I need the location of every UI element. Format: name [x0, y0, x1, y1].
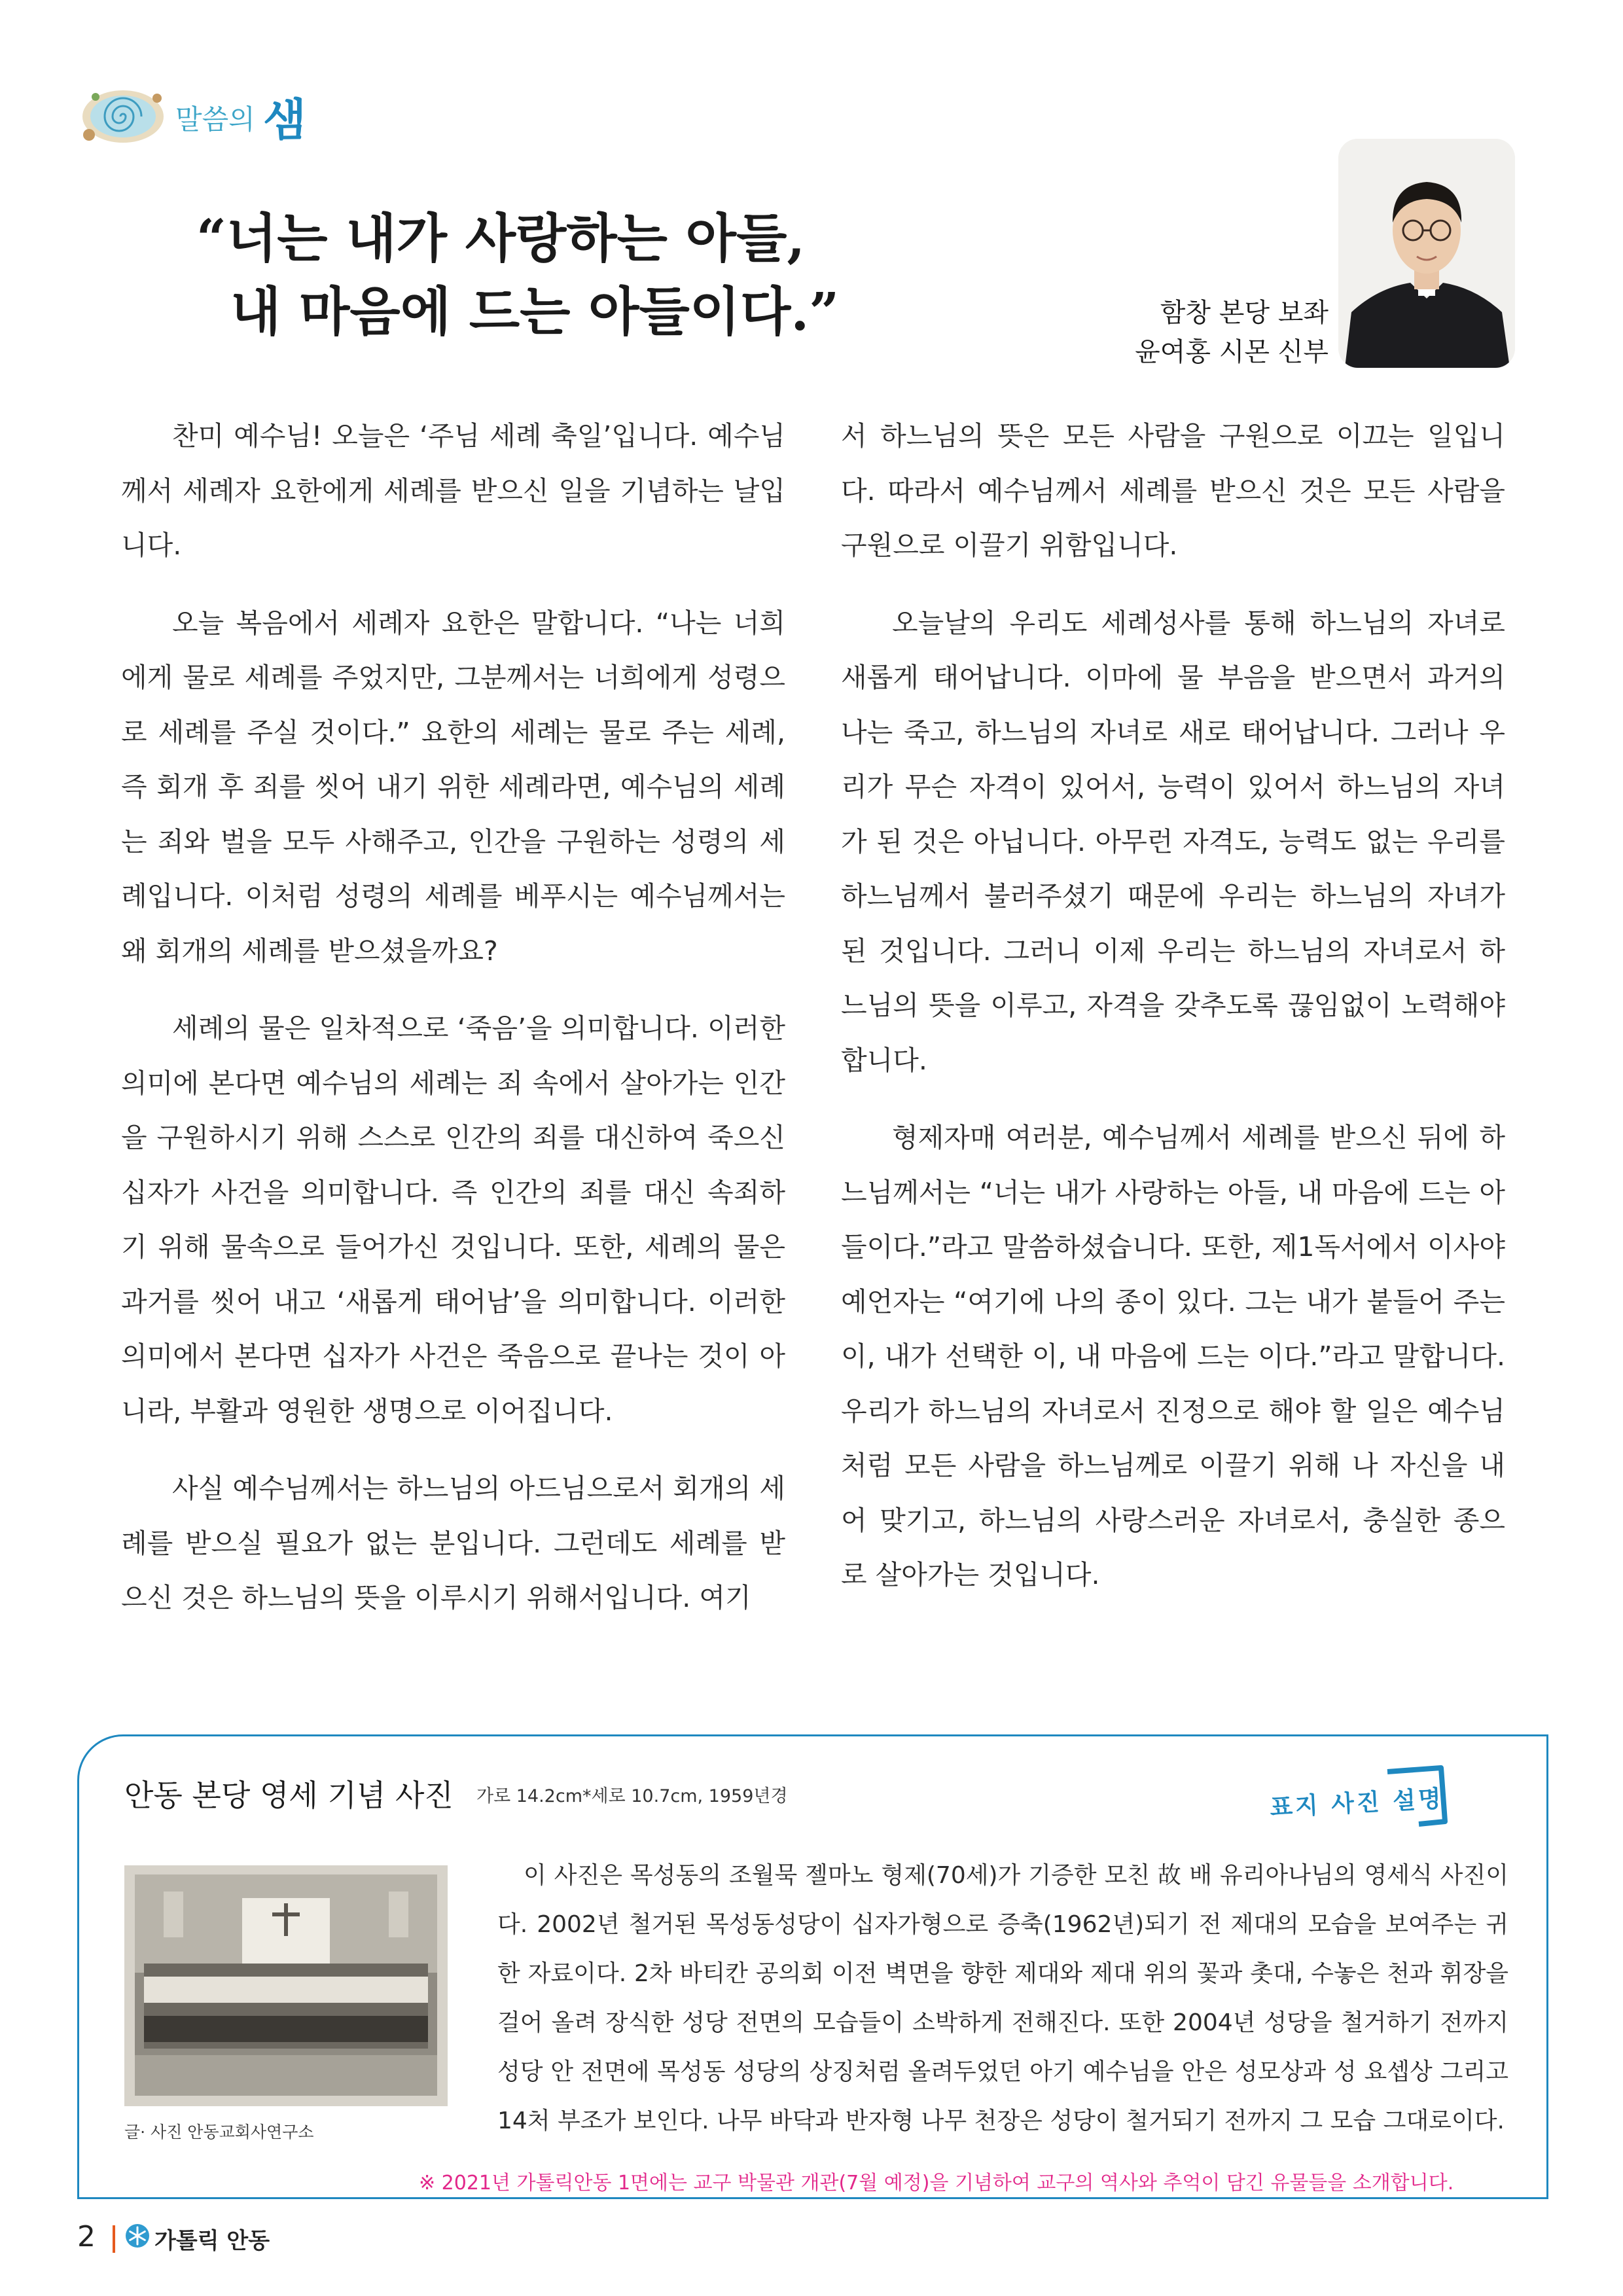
- section-label-emphasis: 샘: [263, 95, 306, 147]
- description-paragraph: 이 사진은 목성동의 조월묵 젤마노 형제(70세)가 기증한 모친 故 배 유리아나님의 영세식 사진이다. 2002년 철거된 목성동성당이 십자가형으로 증축(1962년)되기 전 제대의 모습을 보여주는 귀한 자료이다. 2차 바티칸 공의회 이전 벽면을 향한 제대와 제대 위의 꽃과 촛대, 수놓은 천과 휘장을 걸어 올려 장식한 성당 전면의 모습들이 소박하게 전해진다. 또한 2004년 성당을 철거하기 전까지 성당 안 전면에 목성동 성당의 상징처럼 올려두었던 아기 예수님을 안은 성모상과 성 요셉상 그리고 14처 부조가 보인다. 나무 바닥과 반자형 나무 천장은 성당이 철거되기 전까지 그 모습 그대로이다.: [497, 1862, 1508, 2134]
- cover-label-text: 표지 사진 설명: [1269, 1785, 1444, 1821]
- author-role: 함창 본당 보좌: [1160, 298, 1329, 328]
- author-name: 윤여홍 시몬 신부: [1135, 337, 1329, 367]
- swirl-emblem-icon: [77, 84, 175, 149]
- body-paragraph: 서 하느님의 뜻은 모든 사람을 구원으로 이끄는 일입니다. 따라서 예수님께서 세례를 받으신 것은 모든 사람을 구원으로 이끌기 위함입니다.: [841, 420, 1505, 561]
- box-title: 안동 본당 영세 기념 사진: [124, 1778, 454, 1813]
- title-line-1: “너는 내가 사랑하는 아들,: [196, 207, 806, 269]
- body-paragraph: 세례의 물은 일차적으로 ‘죽음’을 의미합니다. 이러한 의미에 본다면 예수님의 세례는 죄 속에서 살아가는 인간을 구원하시기 위해 스스로 인간의 죄를 대신하여 죽으신 십자가 사건을 의미합니다. 즉 인간의 죄를 대신 속죄하기 위해 물속으로 들어가신 것입니다. 또한, 세례의 물은 과거를 씻어 내고 ‘새롭게 태어남’을 의미합니다. 이러한 의미에서 본다면 십자가 사건은 죽음으로 끝나는 것이 아니라, 부활과 영원한 생명으로 이어집니다.: [121, 1013, 785, 1427]
- priest-portrait-icon: [1338, 139, 1515, 368]
- box-note: ※ 2021년 가톨릭안동 1면에는 교구 박물관 개관(7월 예정)을 기념하여 교구의 역사와 추억이 담긴 유물들을 소개합니다.: [419, 2172, 1454, 2195]
- body-paragraph: 찬미 예수님! 오늘은 ‘주님 세례 축일’입니다. 예수님께서 세례자 요한에게 세례를 받으신 일을 기념하는 날입니다.: [121, 420, 785, 561]
- section-logo: [77, 84, 313, 149]
- photo-meta: 가로 14.2cm*세로 10.7cm, 1959년경: [476, 1786, 788, 1806]
- author-portrait: [1338, 139, 1515, 368]
- snowflake-logo-icon: [124, 2223, 151, 2249]
- photo-credit: 글· 사진 안동교회사연구소: [124, 2123, 314, 2142]
- body-column-right: [841, 409, 1505, 1626]
- page-number: 2: [77, 2220, 96, 2253]
- body-paragraph: 사실 예수님께서는 하느님의 아드님으로서 회개의 세례를 받으실 필요가 없는 분입니다. 그런데도 세례를 받으신 것은 하느님의 뜻을 이루시기 위해서입니다. 여기: [121, 1473, 785, 1613]
- page-title: [196, 202, 851, 348]
- box-description: [497, 1851, 1508, 2145]
- church-group-photo-icon: [124, 1865, 448, 2106]
- body-paragraph: 오늘날의 우리도 세례성사를 통해 하느님의 자녀로 새롭게 태어납니다. 이마에 물 부음을 받으면서 과거의 나는 죽고, 하느님의 자녀로 새로 태어납니다. 그러나 우리가 무슨 자격이 있어서, 능력이 있어서 하느님의 자녀가 된 것은 아닙니다. 아무런 자격도, 능력도 없는 우리를 하느님께서 불러주셨기 때문에 우리는 하느님의 자녀가 된 것입니다. 그러니 이제 우리는 하느님의 자녀로서 하느님의 뜻을 이루고, 자격을 갖추도록 끊임없이 노력해야 합니다.: [841, 607, 1505, 1076]
- footer-divider: [113, 2225, 115, 2253]
- title-line-2: 내 마음에 드는 아들이다.”: [230, 281, 840, 342]
- baptism-photo: [124, 1865, 448, 2106]
- cover-photo-label: [1270, 1764, 1459, 1836]
- body-paragraph: 형제자매 여러분, 예수님께서 세례를 받으신 뒤에 하느님께서는 “너는 내가 사랑하는 아들, 내 마음에 드는 아들이다.”라고 말씀하셨습니다. 또한, 제1독서에서 이사야 예언자는 “여기에 나의 종이 있다. 그는 내가 붙들어 주는 이, 내가 선택한 이, 내 마음에 드는 이다.”라고 말합니다. 우리가 하느님의 자녀로서 진정으로 해야 할 일은 예수님처럼 모든 사람을 하느님께로 이끌기 위해 나 자신을 내어 맞기고, 하느님의 사랑스러운 자녀로서, 충실한 종으로 살아가는 것입니다.: [841, 1122, 1505, 1590]
- body-column-left: [121, 409, 785, 1649]
- section-label: 말씀의: [175, 103, 255, 135]
- author-byline: [1047, 293, 1329, 372]
- body-paragraph: 오늘 복음에서 세례자 요한은 말합니다. “나는 너희에게 물로 세례를 주었지만, 그분께서는 너희에게 성령으로 세례를 주실 것이다.” 요한의 세례는 물로 주는 세례, 즉 회개 후 죄를 씻어 내기 위한 세례라면, 예수님의 세례는 죄와 벌을 모두 사해주고, 인간을 구원하는 성령의 세례입니다. 이처럼 성령의 세례를 베푸시는 예수님께서는 왜 회개의 세례를 받으셨을까요?: [121, 607, 785, 967]
- publication-name: 가톨릭 안동: [154, 2228, 270, 2254]
